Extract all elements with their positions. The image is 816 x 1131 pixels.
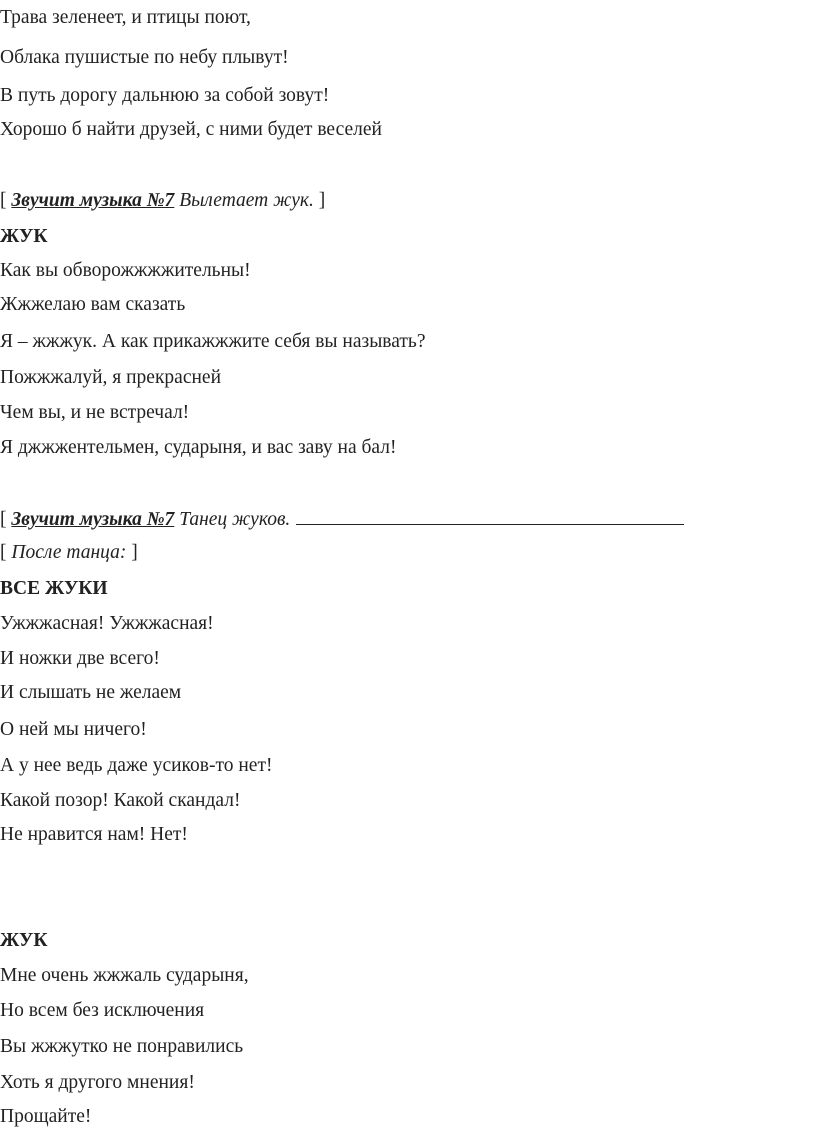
speaker-name: ВСЕ ЖУКИ	[0, 578, 108, 599]
verse-line: Я – жжжук. А как прикажжжите себя вы называть?	[0, 331, 426, 352]
speaker-name: ЖУК	[0, 930, 48, 951]
verse-line: В путь дорогу дальнюю за собой зовут!	[0, 85, 330, 106]
music-cue: Звучит музыка №7	[11, 190, 175, 211]
action-text: После танца:	[11, 542, 127, 563]
verse-line: Вы жжжутко не понравились	[0, 1036, 244, 1057]
stage-direction	[0, 189, 325, 213]
bracket-open: [	[0, 190, 12, 211]
verse-line: И ножки две всего!	[0, 648, 160, 669]
verse-line: О ней мы ничего!	[0, 719, 147, 740]
verse-line: Не нравится нам! Нет!	[0, 824, 188, 845]
bracket-open: [	[0, 542, 12, 563]
verse-line: Ужжжасная! Ужжжасная!	[0, 613, 214, 634]
verse-line: И слышать не желаем	[0, 682, 182, 703]
action-text: Танец жуков.	[174, 509, 291, 530]
speaker-name: ЖУК	[0, 226, 48, 247]
verse-line: Облака пушистые по небу плывут!	[0, 47, 289, 68]
verse-line: Прощайте!	[0, 1106, 92, 1127]
verse-line: Я джжжентельмен, сударыня, и вас заву на бал!	[0, 437, 397, 458]
music-cue: Звучит музыка №7	[11, 509, 175, 530]
verse-line: Хорошо б найти друзей, с ними будет веселей	[0, 119, 382, 140]
blank-underline	[296, 507, 684, 525]
action-text: Вылетает жук.	[174, 190, 314, 211]
bracket-close: ]	[126, 542, 138, 563]
bracket-open: [	[0, 509, 12, 530]
verse-line: Какой позор! Какой скандал!	[0, 790, 241, 811]
verse-line: Мне очень жжжаль сударыня,	[0, 965, 249, 986]
bracket-close: ]	[313, 190, 326, 211]
verse-line: А у нее ведь даже усиков-то нет!	[0, 755, 273, 776]
verse-line: Трава зеленеет, и птицы поют,	[0, 7, 251, 28]
stage-direction	[0, 541, 138, 565]
verse-line: Как вы обворожжжжительны!	[0, 260, 251, 281]
verse-line: Пожжжалуй, я прекрасней	[0, 367, 222, 388]
verse-line: Хоть я другого мнения!	[0, 1072, 195, 1093]
verse-line: Но всем без исключения	[0, 1000, 205, 1021]
verse-line: Жжжелаю вам сказать	[0, 294, 186, 315]
verse-line: Чем вы, и не встречал!	[0, 402, 190, 423]
stage-direction	[0, 507, 684, 532]
